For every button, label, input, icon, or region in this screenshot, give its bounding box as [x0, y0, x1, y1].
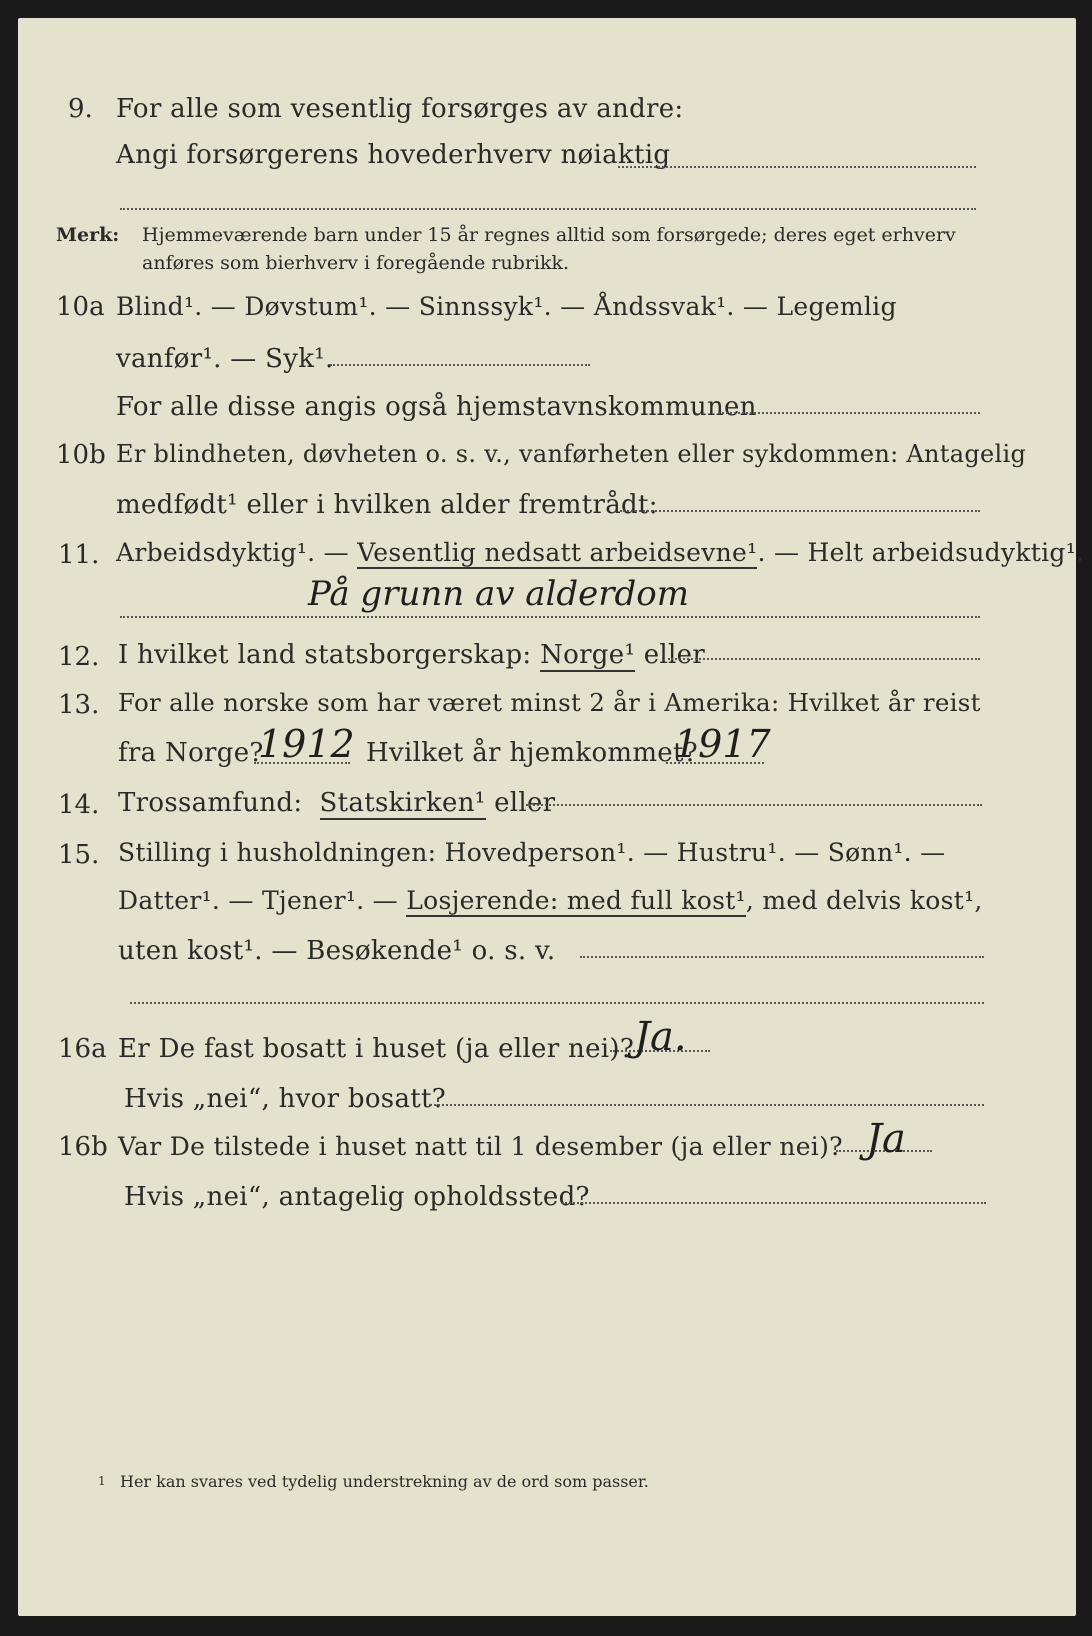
q16b-text-line2: Hvis „nei“, antagelig opholdssted?	[124, 1182, 590, 1212]
q16b-number: 16b	[58, 1132, 108, 1162]
q11-option-arbeidsdyktig: Arbeidsdyktig¹. —	[116, 538, 358, 567]
q10a-text-line2: vanfør¹. — Syk¹.	[116, 344, 334, 374]
q16a-text-line1: Er De fast bosatt i huset (ja eller nei)?	[118, 1034, 635, 1064]
q13-text-line1: For alle norske som har været minst 2 år i Amerika: Hvilket år reist	[118, 688, 981, 717]
q14-answer-field[interactable]	[526, 804, 982, 806]
q14-statskirken-underlined: Statskirken¹	[319, 788, 486, 818]
q13-handwritten-year-reist: 1912	[258, 722, 355, 766]
q16a-bosatt-field[interactable]	[430, 1104, 984, 1106]
q16b-handwritten-answer: Ja	[866, 1116, 906, 1162]
q10a-text-line3: For alle disse angis også hjemstavnskommunen	[116, 392, 757, 422]
q9-text-line2: Angi forsørgerens hovederhverv nøiaktig	[116, 140, 671, 170]
q16a-handwritten-answer: Ja.	[634, 1014, 687, 1060]
q15-text-line1: Stilling i husholdningen: Hovedperson¹. — Hustru¹. — Sønn¹. —	[118, 838, 946, 867]
q14-suffix: eller	[494, 788, 556, 818]
q13-hjemkommet-label: Hvilket år hjemkommet?	[366, 738, 698, 768]
q12-number: 12.	[58, 642, 100, 672]
q9-text-line1: For alle som vesentlig forsørges av andre:	[116, 94, 684, 124]
q9-number: 9.	[68, 94, 93, 124]
q10a-hjemstavn-field[interactable]	[718, 412, 980, 414]
q11-handwritten-answer: På grunn av alderdom	[308, 574, 689, 614]
q16b-opholdssted-field[interactable]	[562, 1202, 986, 1204]
q14-text	[118, 788, 555, 818]
q11-option-udyktig: . — Helt arbeidsudyktig¹.	[757, 538, 1085, 567]
q15-text-line2	[118, 886, 983, 915]
q12-norge-underlined: Norge¹	[540, 640, 636, 670]
q12-suffix: eller	[643, 640, 706, 670]
q15-answer-field-2[interactable]	[130, 1002, 984, 1004]
q10b-text-line2: medfødt¹ eller i hvilken alder fremtrådt:	[116, 490, 658, 520]
q16a-number: 16a	[58, 1034, 107, 1064]
q13-number: 13.	[58, 690, 100, 720]
q12-text	[118, 640, 705, 670]
q15-text-line3: uten kost¹. — Besøkende¹ o. s. v.	[118, 936, 556, 966]
merk-text-line1: Hjemmeværende barn under 15 år regnes alltid som forsørgede; deres eget erhverv	[142, 224, 956, 246]
q16b-text-line1: Var De tilstede i huset natt til 1 desember (ja eller nei)?	[118, 1132, 843, 1161]
q11-number: 11.	[58, 540, 100, 570]
q11-text-line1	[116, 538, 1084, 567]
q15-answer-field[interactable]	[580, 956, 984, 958]
q15-number: 15.	[58, 840, 100, 870]
footnote-marker: 1	[98, 1474, 106, 1488]
q9-answer-field-2[interactable]	[120, 208, 976, 210]
q11-answer-field[interactable]	[120, 616, 980, 618]
q10b-text-line1: Er blindheten, døvheten o. s. v., vanførheten eller sykdommen: Antagelig	[116, 440, 1027, 468]
merk-label: Merk:	[56, 224, 120, 246]
q11-option-nedsatt-underlined: Vesentlig nedsatt arbeidsevne¹	[357, 538, 758, 567]
footnote-text: Her kan svares ved tydelig understrekning av de ord som passer.	[120, 1472, 649, 1491]
q16a-text-line2: Hvis „nei“, hvor bosatt?	[124, 1084, 446, 1114]
q10b-answer-field[interactable]	[620, 510, 980, 512]
merk-text-line2: anføres som bierhverv i foregående rubrikk.	[142, 252, 570, 274]
q15-datter-tjener: Datter¹. — Tjener¹. —	[118, 886, 407, 915]
q12-prefix: I hvilket land statsborgerskap:	[118, 640, 532, 670]
q15-delvis-kost: , med delvis kost¹,	[745, 886, 983, 915]
q10a-number: 10a	[56, 292, 105, 322]
q9-answer-field[interactable]	[618, 166, 976, 168]
q14-number: 14.	[58, 790, 100, 820]
q15-losjerende-underlined: Losjerende: med full kost¹	[406, 886, 746, 915]
q10b-number: 10b	[56, 440, 106, 470]
q10a-text-line1: Blind¹. — Døvstum¹. — Sinnssyk¹. — Åndssvak¹. — Legemlig	[116, 292, 897, 321]
census-form-page	[18, 18, 1085, 1616]
q10a-answer-field[interactable]	[330, 364, 590, 366]
q13-fra-norge-label: fra Norge?	[118, 738, 264, 768]
q12-answer-field[interactable]	[668, 658, 980, 660]
q14-prefix: Trossamfund:	[118, 788, 303, 818]
q13-handwritten-year-hjemkommet: 1917	[674, 722, 771, 766]
